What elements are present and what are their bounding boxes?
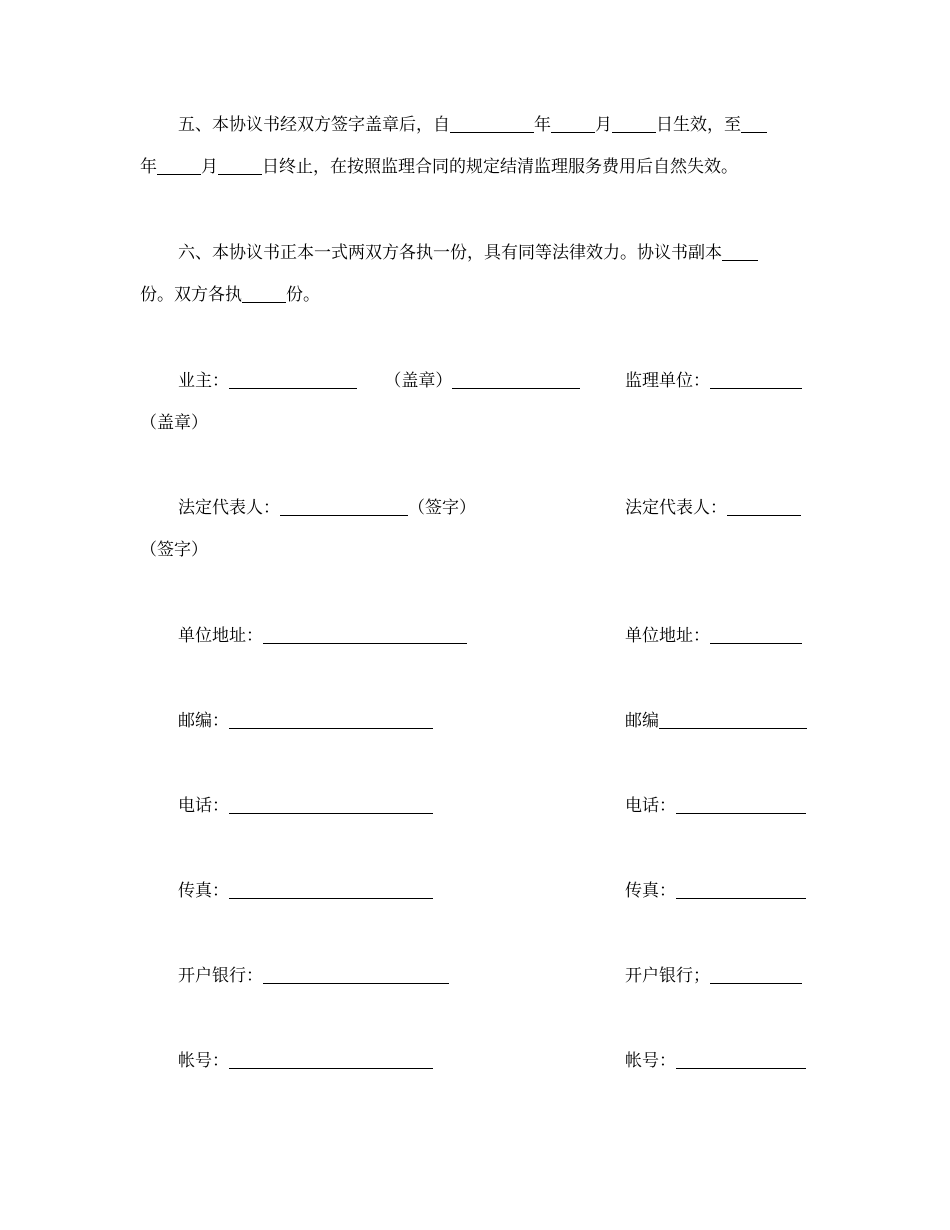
supervisor-address-line: 单位地址： bbox=[625, 625, 802, 647]
owner-bank-field[interactable] bbox=[263, 965, 449, 984]
owner-address-field[interactable] bbox=[263, 625, 467, 644]
supervisor-account-field[interactable] bbox=[676, 1050, 806, 1069]
supervisor-bank-line: 开户银行； bbox=[625, 965, 802, 987]
owner-fax-line: 传真： bbox=[178, 880, 433, 902]
clause-5-line-1: 五、本协议书经双方签字盖章后，自 年 月 日生效，至 bbox=[178, 114, 767, 136]
owner-line: 业主： （盖章） bbox=[178, 370, 580, 392]
supervisor-fax-field[interactable] bbox=[676, 880, 806, 899]
supervisor-postcode-field[interactable] bbox=[659, 710, 807, 729]
owner-postcode-field[interactable] bbox=[229, 710, 433, 729]
owner-address-line: 单位地址： bbox=[178, 625, 467, 647]
supervisor-address-field[interactable] bbox=[710, 625, 802, 644]
supervisor-name-field[interactable] bbox=[710, 370, 802, 389]
start-day-field[interactable] bbox=[612, 114, 656, 133]
supervisor-legal-rep-field[interactable] bbox=[727, 497, 801, 516]
owner-phone-line: 电话： bbox=[178, 795, 433, 817]
supervisor-postcode-line: 邮编 bbox=[625, 710, 807, 732]
owner-account-line: 帐号： bbox=[178, 1050, 433, 1072]
copies-each-field[interactable] bbox=[242, 284, 286, 303]
supervisor-phone-line: 电话： bbox=[625, 795, 806, 817]
supervisor-fax-line: 传真： bbox=[625, 880, 806, 902]
copy-count-field[interactable] bbox=[722, 242, 758, 261]
owner-postcode-line: 邮编： bbox=[178, 710, 433, 732]
owner-seal-field[interactable] bbox=[452, 370, 580, 389]
clause-6-line-2: 份。双方各执 份。 bbox=[140, 285, 320, 305]
end-month-field[interactable] bbox=[157, 156, 201, 175]
supervisor-legal-rep-line: 法定代表人： bbox=[625, 497, 801, 519]
supervisor-sign: （签字） bbox=[140, 540, 208, 560]
owner-name-field[interactable] bbox=[229, 370, 357, 389]
clause-6-line-1: 六、本协议书正本一式两双方各执一份，具有同等法律效力。协议书副本 bbox=[178, 242, 758, 264]
supervisor-bank-field[interactable] bbox=[710, 965, 802, 984]
supervisor-line: 监理单位： bbox=[625, 370, 802, 392]
supervisor-seal: （盖章） bbox=[140, 413, 208, 433]
owner-account-field[interactable] bbox=[229, 1050, 433, 1069]
owner-legal-rep-line: 法定代表人： （签字） bbox=[178, 498, 476, 518]
owner-phone-field[interactable] bbox=[229, 795, 433, 814]
clause-5-line-2: 年 月 日终止，在按照监理合同的规定结清监理服务费用后自然失效。 bbox=[140, 157, 738, 177]
end-year-field[interactable] bbox=[741, 114, 767, 133]
start-month-field[interactable] bbox=[551, 114, 595, 133]
owner-bank-line: 开户银行： bbox=[178, 965, 449, 987]
supervisor-phone-field[interactable] bbox=[676, 795, 806, 814]
start-year-field[interactable] bbox=[450, 114, 534, 133]
supervisor-account-line: 帐号： bbox=[625, 1050, 806, 1072]
end-day-field[interactable] bbox=[218, 156, 262, 175]
owner-fax-field[interactable] bbox=[229, 880, 433, 899]
owner-legal-rep-field[interactable] bbox=[280, 497, 408, 516]
